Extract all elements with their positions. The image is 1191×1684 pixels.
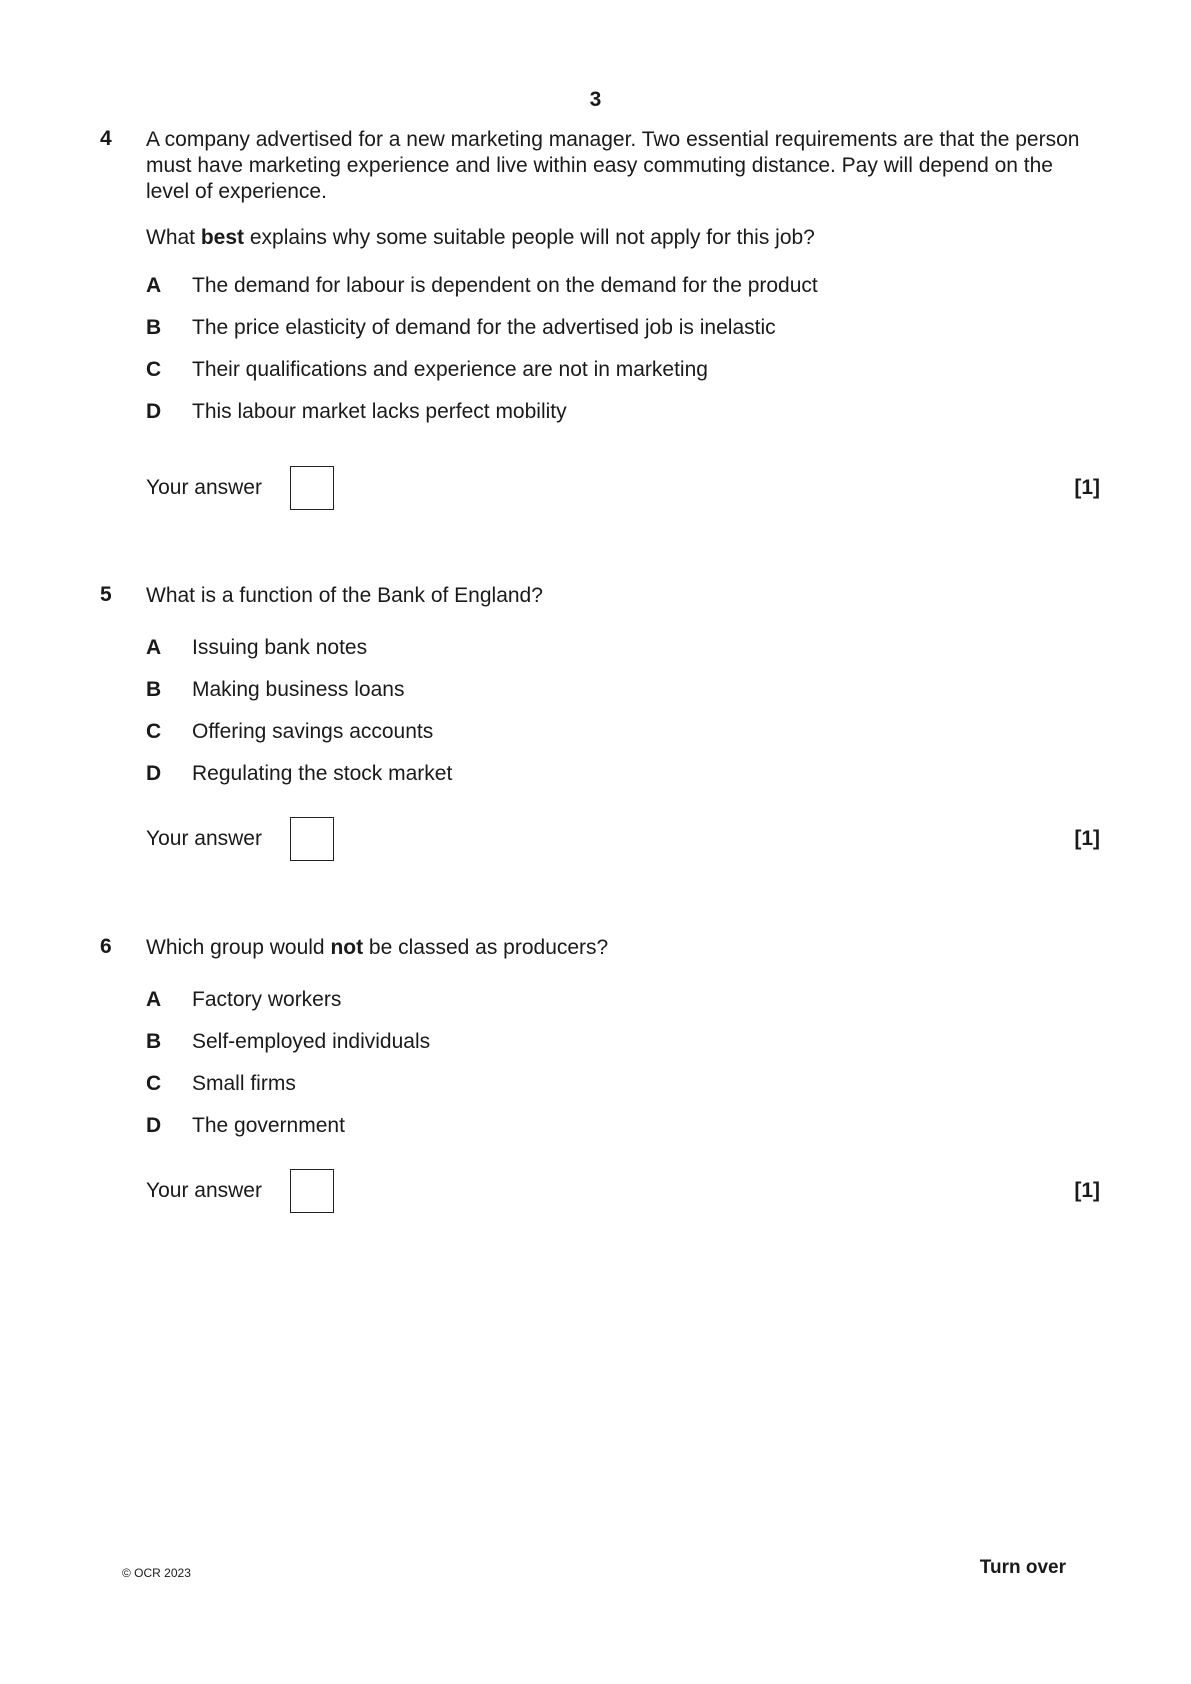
option-text: Small firms [192, 1072, 296, 1095]
option-letter: B [146, 678, 162, 701]
option-text: Making business loans [192, 678, 405, 701]
answer-row [146, 817, 1100, 863]
question-number: 5 [100, 583, 112, 606]
option-text: Factory workers [192, 988, 342, 1011]
option-text: Issuing bank notes [192, 636, 368, 659]
option-letter: B [146, 1030, 162, 1053]
option-letter: C [146, 358, 162, 381]
answer-label: Your answer [146, 1179, 262, 1202]
option-letter: A [146, 988, 162, 1011]
question-stem: What is a function of the Bank of England? [146, 584, 543, 607]
answer-box[interactable] [290, 1169, 334, 1213]
option-text: The demand for labour is dependent on the demand for the product [192, 274, 818, 297]
option-text: Offering savings accounts [192, 720, 434, 743]
answer-row [146, 1169, 1100, 1215]
question-stem: A company advertised for a new marketing manager. Two essential requirements are that the person must have marketing experience and live within easy commuting distance. Pay will depend on the level of experience. [146, 128, 1080, 203]
answer-row [146, 466, 1100, 512]
stem-emphasis: not [330, 936, 364, 959]
question-number: 6 [100, 935, 112, 958]
option-letter: B [146, 316, 162, 339]
stem-text: Which group would [146, 936, 331, 959]
question-prompt [146, 225, 815, 251]
option-letter: A [146, 636, 162, 659]
prompt-text: What [146, 226, 201, 249]
prompt-text: explains why some suitable people will not apply for this job? [244, 226, 815, 249]
question-number: 4 [100, 127, 112, 150]
marks-indicator: [1] [1074, 827, 1100, 850]
stem-text: be classed as producers? [363, 936, 609, 959]
marks-indicator: [1] [1074, 1179, 1100, 1202]
answer-label: Your answer [146, 476, 262, 499]
prompt-emphasis: best [200, 226, 245, 249]
option-letter: D [146, 1114, 162, 1137]
option-letter: A [146, 274, 162, 297]
marks-indicator: [1] [1074, 476, 1100, 499]
option-letter: C [146, 720, 162, 743]
option-letter: C [146, 1072, 162, 1095]
option-text: The price elasticity of demand for the advertised job is inelastic [192, 316, 776, 339]
question-stem [146, 935, 1081, 961]
option-text: Their qualifications and experience are not in marketing [192, 358, 708, 381]
turn-over-label: Turn over [979, 1557, 1066, 1578]
answer-label: Your answer [146, 827, 262, 850]
option-text: The government [192, 1114, 345, 1137]
option-text: This labour market lacks perfect mobility [192, 400, 567, 423]
answer-box[interactable] [290, 817, 334, 861]
option-letter: D [146, 400, 162, 423]
answer-box[interactable] [290, 466, 334, 510]
option-text: Self-employed individuals [192, 1030, 431, 1053]
page-number: 3 [589, 88, 602, 111]
copyright-notice: © OCR 2023 [122, 1566, 191, 1580]
option-text: Regulating the stock market [192, 762, 453, 785]
option-letter: D [146, 762, 162, 785]
